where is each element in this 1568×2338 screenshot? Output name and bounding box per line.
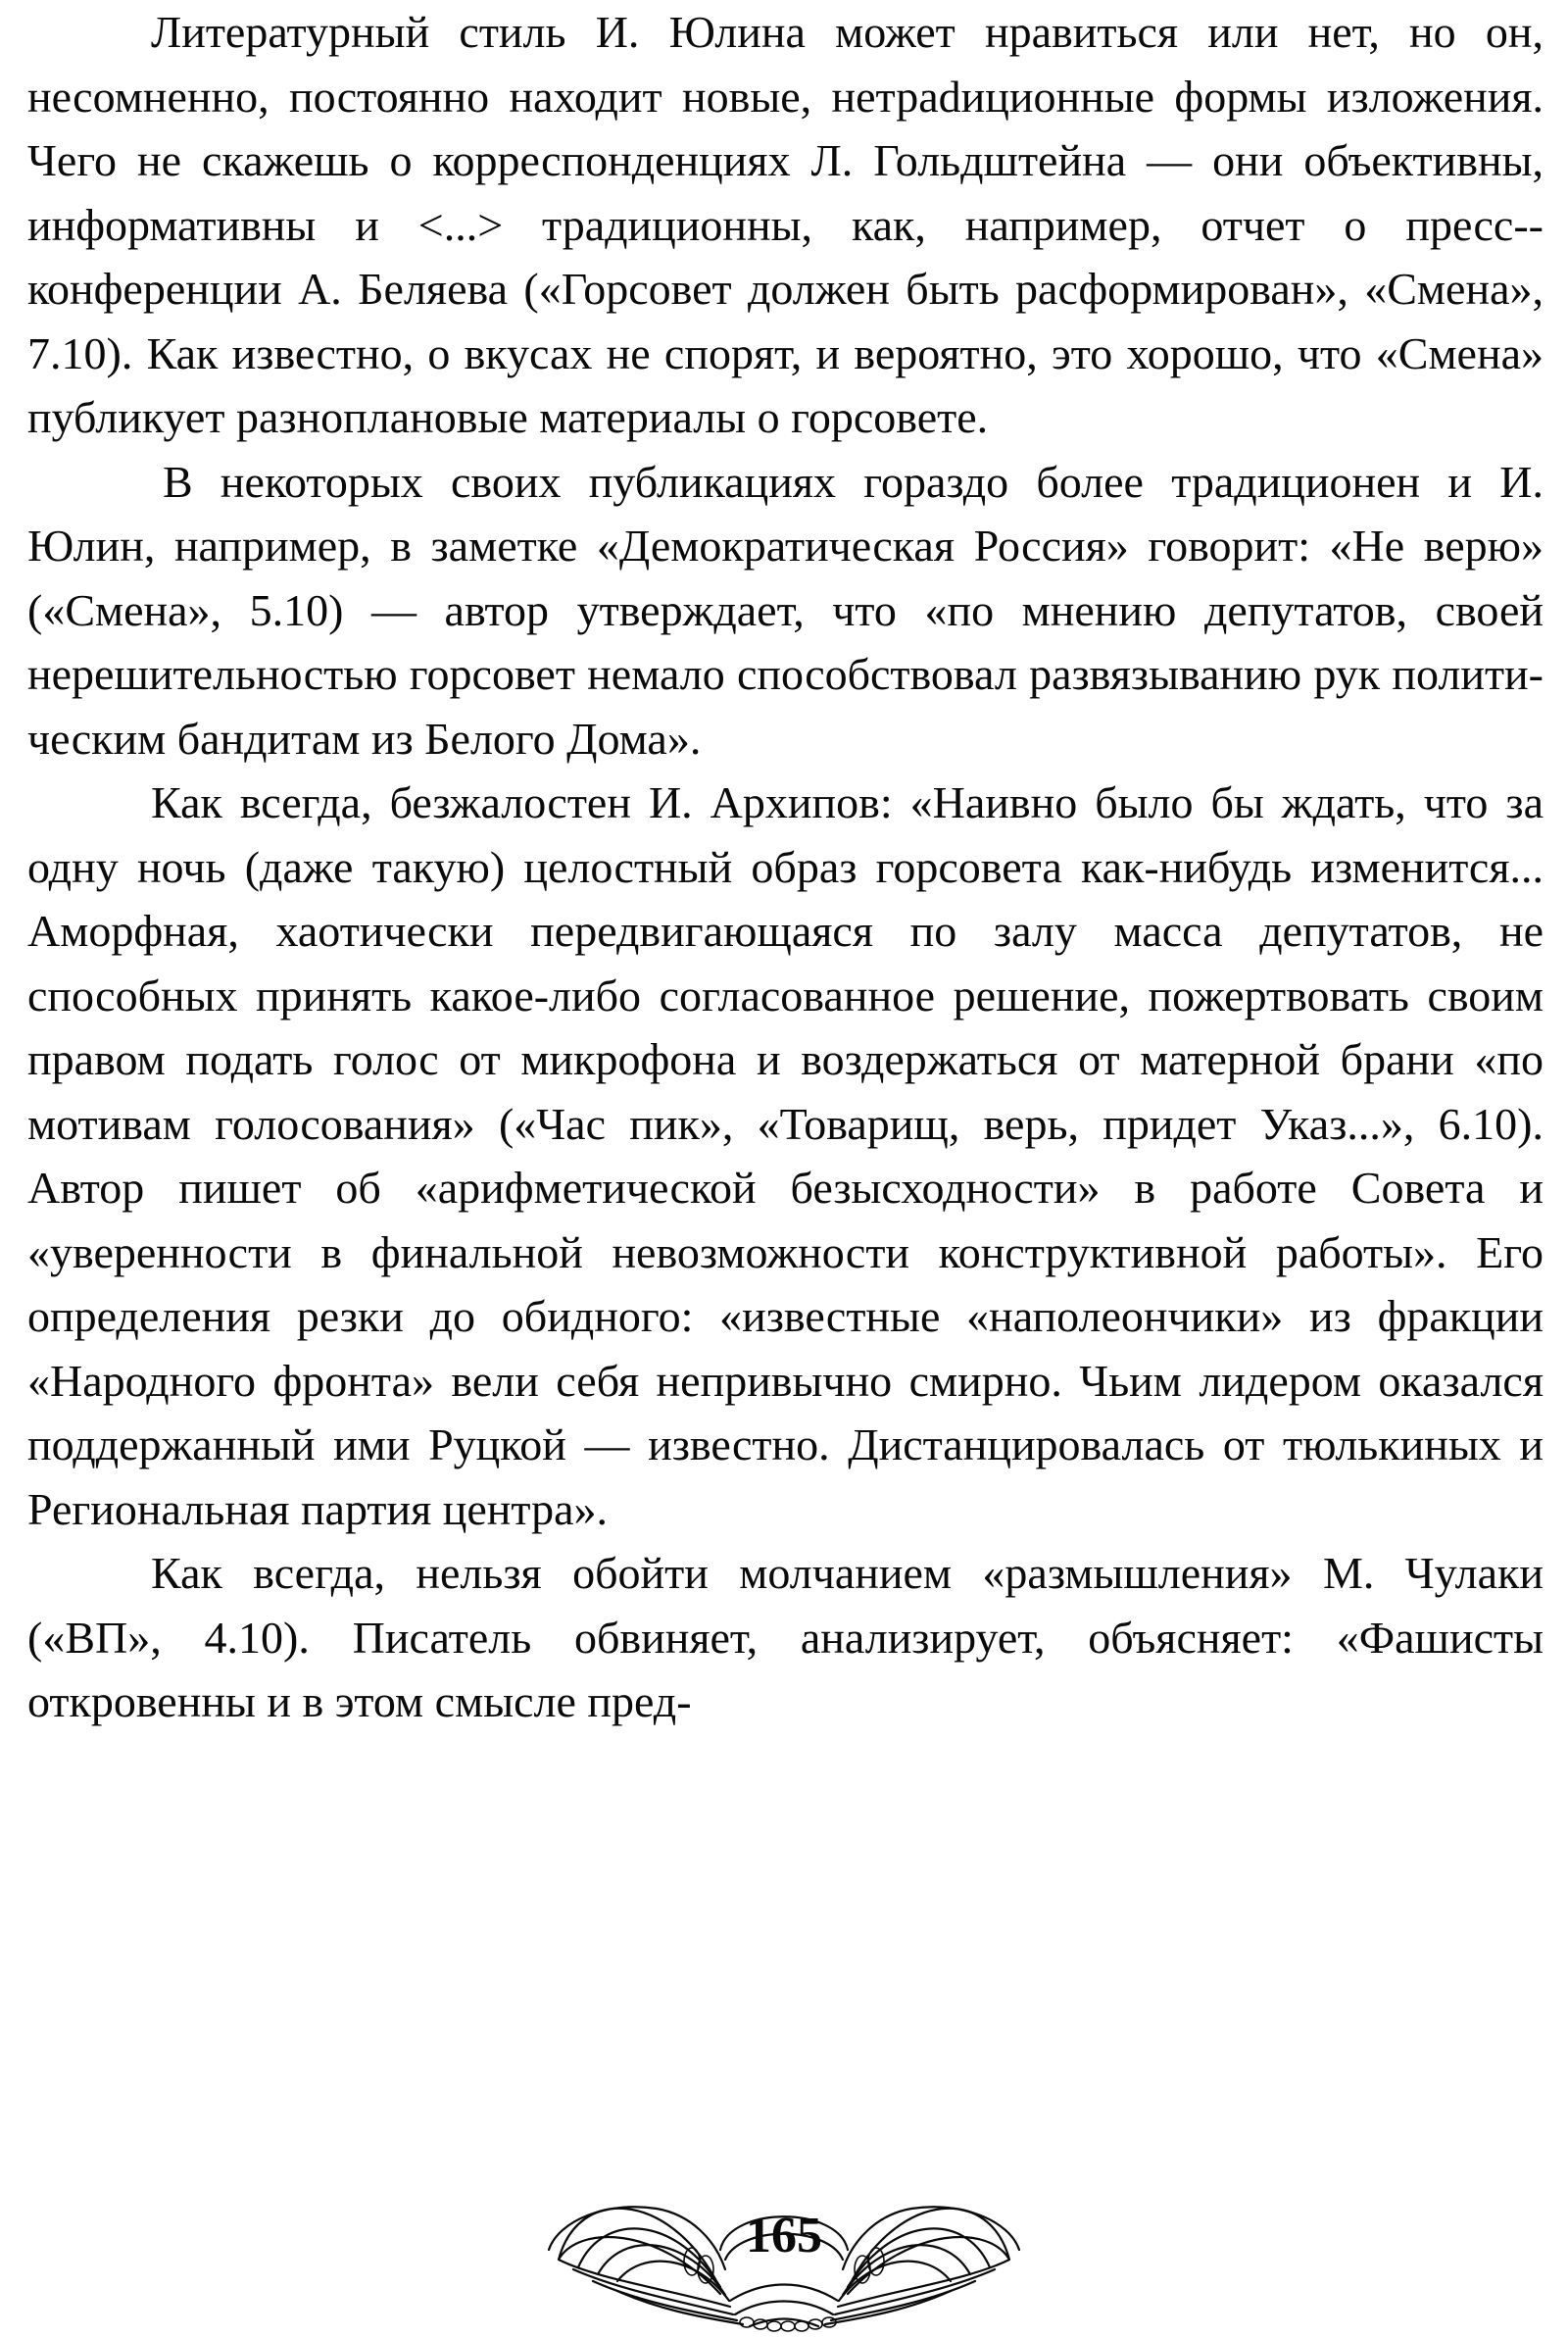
page-body-text <box>27 0 1544 2039</box>
paragraph-2: В некоторых своих публикациях гораздо более традиционен и И. Юлин, например, в заметке «Демократическая Россия» говорит: «Не верю» («Смена», 5.10) — автор утверждает, что «по мнению депутатов, своей нерешительностью горсовет немало способствовал развязыванию рук политическим бандитам из Белого Дома». <box>27 456 1544 764</box>
paragraph-1: Литературный стиль И. Юлина может нравиться или нет, но он, несомненно, постоянно находит новые, нетраdиционные формы изложения. Чего не скажешь о корреспонденциях Л. Гольдштейна — они объективны, информативны и <...> традиционны, как, например, отчет о пресс-конференции А. Беляева («Горсовет должен быть расформирован», «Смена», 7.10). Как известно, о вкусах не спорят, и вероятно, это хорошо, что «Смена» публикует разноплановые материалы о горсовете. <box>27 7 1544 442</box>
folio <box>519 2132 1049 2333</box>
paragraph-3: Как всегда, безжалостен И. Архипов: «Наивно было бы ждать, что за одну ночь (даже такую) целостный образ горсовета как-нибудь изменится... Аморфная, хаотически передвигающаяся по залу масса депутатов, не способных принять какое-либо согласованное решение, пожертвовать своим правом подать голос от микрофона и воздержаться от матерной брани «по мотивам голосования» («Час пик», «Товарищ, верь, придет Указ...», 6.10). Автор пишет об «арифметической безысходности» в работе Совета и «уверенности в финальной невозможности конструктивной работы». Его определения резки до обидного: «известные «наполеончики» из фракции «Народного фронта» вели себя непривычно смирно. Чьим лидером оказался поддержанный ими Руцкой — известно. Дистанцировалась от тюлькиных и Региональная партия центра». <box>27 777 1544 1534</box>
paragraph-4: Как всегда, нельзя обойти молчанием «размышления» М. Чулаки («ВП», 4.10). Писатель обвиняет, анализирует, объясняет: «Фашисты откровенны и в этом смысле пред- <box>27 1548 1544 1726</box>
page-number: 165 <box>746 2208 822 2263</box>
